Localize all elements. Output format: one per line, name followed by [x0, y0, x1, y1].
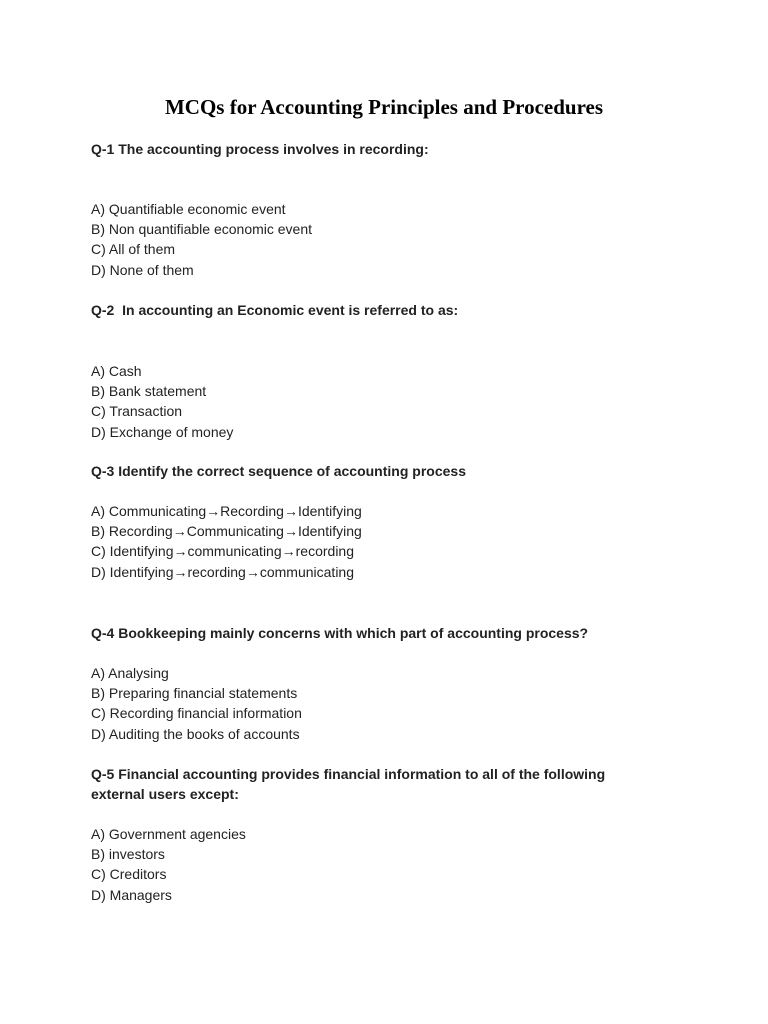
option-list — [91, 361, 691, 442]
option-b: B) investors — [91, 846, 165, 863]
option-b: B) Bank statement — [91, 383, 207, 400]
option-a: A) Cash — [91, 363, 142, 379]
question-block-2 — [91, 300, 691, 442]
option-list — [91, 501, 691, 582]
option-b: B) Recording→Communicating→Identifying — [91, 523, 362, 540]
option-c: C) Recording financial information — [91, 705, 302, 722]
question-text: Q-2 In accounting an Economic event is referred to as: — [91, 302, 459, 318]
option-d: D) Exchange of money — [91, 423, 234, 440]
option-d: D) Managers — [91, 886, 172, 903]
option-list — [91, 824, 651, 905]
option-d: D) Identifying→recording→communicating — [91, 563, 354, 580]
question-text: Q-5 Financial accounting provides financial information to all of the following external users except: — [91, 766, 610, 802]
question-block-5 — [91, 764, 651, 905]
option-b: B) Non quantifiable economic event — [91, 221, 313, 238]
option-a: A) Analysing — [91, 665, 169, 681]
option-b: B) Preparing financial statements — [91, 685, 298, 702]
question-block-1 — [91, 139, 691, 280]
option-a: A) Government agencies — [91, 826, 246, 842]
question-block-4 — [91, 623, 691, 744]
option-c: C) Identifying→communicating→recording — [91, 543, 354, 560]
page-title: MCQs for Accounting Principles and Procedures — [164, 95, 604, 119]
question-text: Q-4 Bookkeeping mainly concerns with which part of accounting process? — [91, 625, 589, 641]
option-a: A) Communicating→Recording→Identifying — [91, 503, 362, 519]
question-block-3 — [91, 461, 691, 582]
option-d: D) Auditing the books of accounts — [91, 725, 300, 742]
question-text: Q-1 The accounting process involves in recording: — [91, 141, 429, 157]
option-c: C) All of them — [91, 241, 176, 258]
option-a: A) Quantifiable economic event — [91, 201, 286, 217]
option-list — [91, 663, 691, 744]
option-d: D) None of them — [91, 261, 194, 278]
option-c: C) Transaction — [91, 403, 183, 420]
option-list — [91, 199, 691, 280]
question-text: Q-3 Identify the correct sequence of accounting process — [91, 463, 466, 479]
option-c: C) Creditors — [91, 866, 167, 883]
